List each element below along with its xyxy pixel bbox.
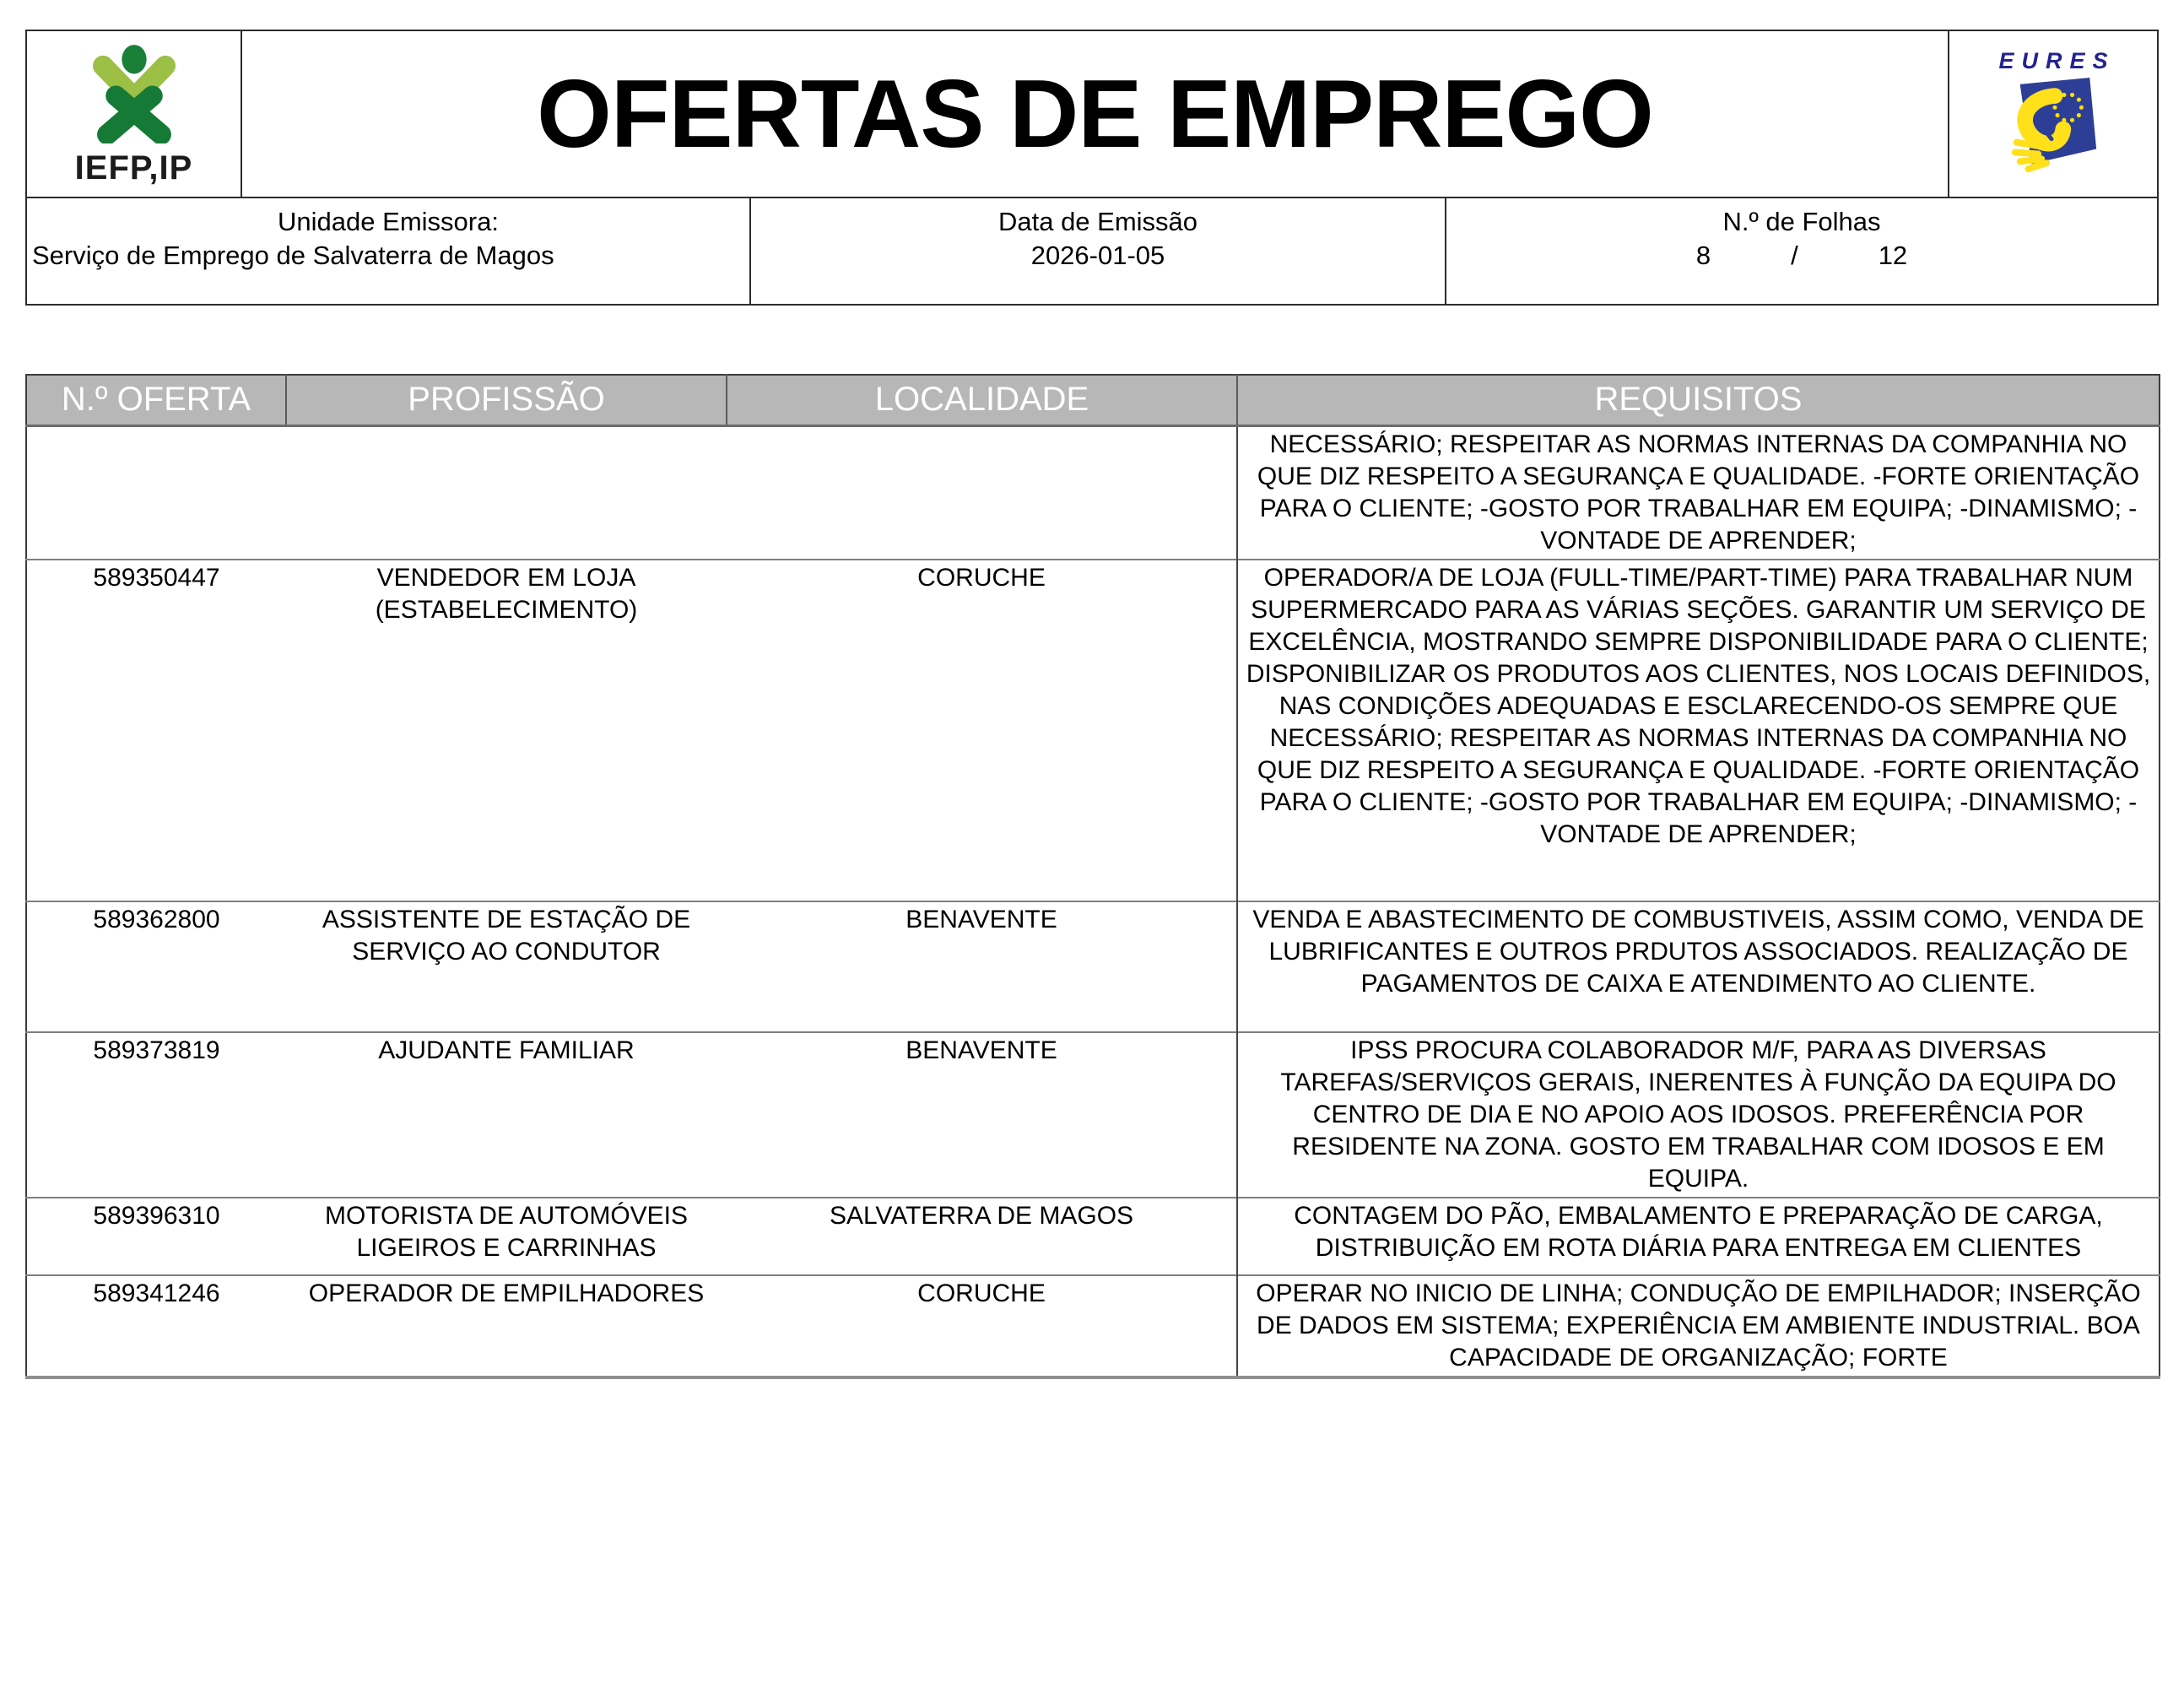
cell-localidade: SALVATERRA DE MAGOS xyxy=(727,1198,1237,1275)
cell-profissao: AJUDANTE FAMILIAR xyxy=(286,1032,727,1198)
cell-oferta: 589396310 xyxy=(26,1198,286,1275)
cell-profissao: ASSISTENTE DE ESTAÇÃO DE SERVIÇO AO CONDUTOR xyxy=(286,901,727,1032)
folhas-total: 12 xyxy=(1878,241,1908,270)
col-header-profissao: PROFISSÃO xyxy=(286,375,727,425)
folhas-separator: / xyxy=(1791,241,1798,270)
cell-requisitos: OPERADOR/A DE LOJA (FULL-TIME/PART-TIME) PARA TRABALHAR NUM SUPERMERCADO PARA AS VÁRIAS SEÇÕES. GARANTIR UM SERVIÇO DE EXCELÊNCIA, MOSTRANDO SEMPRE DISPONIBILIDADE PARA O CLIENTE; DISPONIBILIZAR OS PRODUTOS AOS CLIENTES, NOS LOCAIS DEFINIDOS, NAS CONDIÇÕES ADEQUADAS E ESCLARECENDO-OS SEMPRE QUE NECESSÁRIO; RESPEITAR AS NORMAS INTERNAS DA COMPANHIA NO QUE DIZ RESPEITO A SEGURANÇA E QUALIDADE. -FORTE ORIENTAÇÃO PARA O CLIENTE; -GOSTO POR TRABALHAR EM EQUIPA; -DINAMISMO; -VONTADE DE APRENDER; xyxy=(1237,560,2160,901)
table-row xyxy=(26,1198,2160,1275)
unidade-emissora-label: Unidade Emissora: xyxy=(278,207,499,236)
eures-logo-cell xyxy=(1948,31,2157,197)
page-title: OFERTAS DE EMPREGO xyxy=(537,60,1653,168)
data-emissao-value: 2026-01-05 xyxy=(1030,241,1165,270)
cell-localidade: CORUCHE xyxy=(727,560,1237,901)
eures-logo-label: EURES xyxy=(1998,48,2116,73)
table-row xyxy=(26,1275,2160,1377)
cell-requisitos: OPERAR NO INICIO DE LINHA; CONDUÇÃO DE EMPILHADOR; INSERÇÃO DE DADOS EM SISTEMA; EXPERIÊNCIA EM AMBIENTE INDUSTRIAL. BOA CAPACIDADE DE ORGANIZAÇÃO; FORTE xyxy=(1237,1275,2160,1377)
cell-oferta xyxy=(26,425,286,560)
cell-requisitos: VENDA E ABASTECIMENTO DE COMBUSTIVEIS, ASSIM COMO, VENDA DE LUBRIFICANTES E OUTROS PRDUTOS ASSOCIADOS. REALIZAÇÃO DE PAGAMENTOS DE CAIXA E ATENDIMENTO AO CLIENTE. xyxy=(1237,901,2160,1032)
col-header-oferta: N.º OFERTA xyxy=(26,375,286,425)
title-cell xyxy=(242,31,1948,197)
cell-profissao: MOTORISTA DE AUTOMÓVEIS LIGEIROS E CARRINHAS xyxy=(286,1198,727,1275)
cell-requisitos: NECESSÁRIO; RESPEITAR AS NORMAS INTERNAS DA COMPANHIA NO QUE DIZ RESPEITO A SEGURANÇA E QUALIDADE. -FORTE ORIENTAÇÃO PARA O CLIENTE; -GOSTO POR TRABALHAR EM EQUIPA; -DINAMISMO; -VONTADE DE APRENDER; xyxy=(1237,425,2160,560)
job-offers-table xyxy=(25,374,2160,1379)
folhas-cell xyxy=(1446,198,2157,304)
unidade-emissora-cell xyxy=(27,198,751,304)
folhas-label: N.º de Folhas xyxy=(1722,207,1881,236)
table-row xyxy=(26,425,2160,560)
cell-oferta: 589350447 xyxy=(26,560,286,901)
folhas-current: 8 xyxy=(1695,241,1711,270)
data-emissao-label: Data de Emissão xyxy=(997,207,1198,236)
cell-oferta: 589341246 xyxy=(26,1275,286,1377)
table-row xyxy=(26,1032,2160,1198)
col-header-requisitos: REQUISITOS xyxy=(1237,375,2160,425)
cell-requisitos: CONTAGEM DO PÃO, EMBALAMENTO E PREPARAÇÃO DE CARGA, DISTRIBUIÇÃO EM ROTA DIÁRIA PARA ENTREGA EM CLIENTES xyxy=(1237,1198,2160,1275)
cell-profissao: OPERADOR DE EMPILHADORES xyxy=(286,1275,727,1377)
unidade-emissora-value: Serviço de Emprego de Salvaterra de Magos xyxy=(32,241,554,270)
cell-localidade: BENAVENTE xyxy=(727,1032,1237,1198)
cell-localidade: CORUCHE xyxy=(727,1275,1237,1377)
iefp-logo-icon xyxy=(75,44,193,148)
cell-localidade xyxy=(727,425,1237,560)
cell-profissao xyxy=(286,425,727,560)
cell-localidade: BENAVENTE xyxy=(727,901,1237,1032)
cell-profissao: VENDEDOR EM LOJA (ESTABELECIMENTO) xyxy=(286,560,727,901)
table-header-row xyxy=(26,375,2160,425)
document-header xyxy=(25,30,2159,198)
cell-oferta: 589373819 xyxy=(26,1032,286,1198)
folhas-value xyxy=(1446,239,2157,273)
data-emissao-cell xyxy=(751,198,1446,304)
table-row xyxy=(26,901,2160,1032)
document-info-bar xyxy=(25,198,2159,306)
eures-logo-icon xyxy=(2003,76,2103,180)
table-row xyxy=(26,560,2160,901)
col-header-localidade: LOCALIDADE xyxy=(727,375,1237,425)
iefp-logo-label: IEFP,IP xyxy=(74,149,193,187)
cell-oferta: 589362800 xyxy=(26,901,286,1032)
iefp-logo-cell xyxy=(27,31,242,197)
cell-requisitos: IPSS PROCURA COLABORADOR M/F, PARA AS DIVERSAS TAREFAS/SERVIÇOS GERAIS, INERENTES À FUNÇÃO DA EQUIPA DO CENTRO DE DIA E NO APOIO AOS IDOSOS. PREFERÊNCIA POR RESIDENTE NA ZONA. GOSTO EM TRABALHAR COM IDOSOS E EM EQUIPA. xyxy=(1237,1032,2160,1198)
